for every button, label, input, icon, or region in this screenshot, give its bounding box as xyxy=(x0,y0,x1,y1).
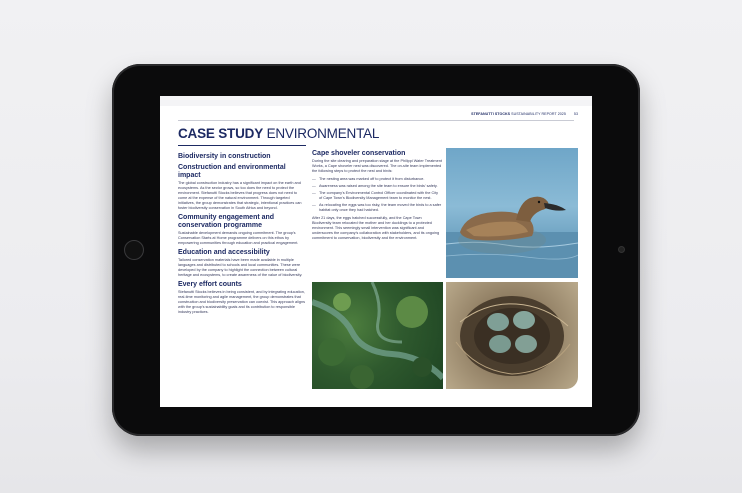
section-title: Biodiversity in construction xyxy=(178,153,271,160)
nest-eggs-photo xyxy=(446,282,578,389)
header-divider xyxy=(178,120,574,121)
section-title: Community engagement and conservation programme xyxy=(178,214,275,229)
cape-shoveler-illustration xyxy=(446,148,578,278)
page-title xyxy=(178,126,379,141)
section-body: Sustainable development demands ongoing commitment. The group's Conservation Starts at Home programme delivers on this ethos by empowering communities through education and practical engagement. xyxy=(178,231,299,245)
page-number: 53 xyxy=(573,112,578,116)
bird-nest-illustration xyxy=(446,282,578,389)
section-title: Cape shoveler conservation xyxy=(312,150,406,157)
list-item: — As relocating the eggs was too risky, the team moved the birds to a safer habitat only once they had hatched. xyxy=(312,203,442,213)
section-title: Education and accessibility xyxy=(178,249,270,256)
title-bold: CASE STUDY xyxy=(178,126,264,141)
duck-photo xyxy=(446,148,578,278)
list-item: — The company's Environmental Control Officer coordinated with the City of Cape Town's Biodiversity Management team to monitor the nest. xyxy=(312,191,442,201)
bullet-list xyxy=(312,177,442,213)
tablet-device xyxy=(112,64,640,436)
section-body: The global construction industry has a significant impact on the earth and ecosystems. As the sector grows, so too does the need to protect the environment. Stefanutti Stocks believes that progress does not need to come at the expense of the natural environment. Through targeted initiatives, the group demonstrates that strategic, intentional practices can foster biodiversity conservation in South Africa and beyond. xyxy=(178,181,302,210)
river-landscape-illustration xyxy=(312,282,443,389)
list-item: — Awareness was raised among the site team to ensure the birds' safety. xyxy=(312,184,442,189)
report-page xyxy=(160,96,592,407)
section-title: Construction and environmental impact xyxy=(178,164,286,179)
home-button[interactable] xyxy=(124,240,144,260)
title-light: ENVIRONMENTAL xyxy=(266,126,380,141)
section-body: Stefanutti Stocks believes in being consistent, and by integrating education, real-time monitoring and agile management, the group demonstrates that construction and biodiversity preservation can coexist. This approach aligns with the group's sustainability goals and its contribution to responsible industry practices. xyxy=(178,290,305,314)
section-outro: After 21 days, the eggs hatched successfully, and the Cape Town Biodiversity team relocated the mother and her ducklings to a protected environment. This seemingly small intervention was significant and underscores the company's collaboration with stakeholders, and its ongoing commitment to conservation, biodiversity and the environment. xyxy=(312,216,440,240)
aerial-forest-photo xyxy=(312,282,443,389)
header-brand: STEFANUTTI STOCKS xyxy=(471,112,511,116)
page-header xyxy=(471,112,578,116)
list-item: — The nesting area was marked off to protect it from disturbance. xyxy=(312,177,442,182)
header-report: SUSTAINABILITY REPORT 2025 xyxy=(511,112,566,116)
title-divider xyxy=(178,145,306,146)
section-body: Tailored conservation materials have been made available in multiple languages and distributed to schools and local communities. These were developed by the company to highlight the connection between cultural heritage and ecosystems, to create awareness of the value of biodiversity. xyxy=(178,258,303,277)
section-title: Every effort counts xyxy=(178,281,242,288)
left-column xyxy=(178,150,306,318)
section-intro: During the site clearing and preparation stage at the Philippi Water Treatment Works, a Cape shoveler nest was discovered. The on-site team implemented the following steps to protect the nest and birds: xyxy=(312,159,442,173)
status-bar xyxy=(160,96,592,106)
camera-lens-icon xyxy=(618,246,625,253)
middle-column xyxy=(312,150,442,244)
